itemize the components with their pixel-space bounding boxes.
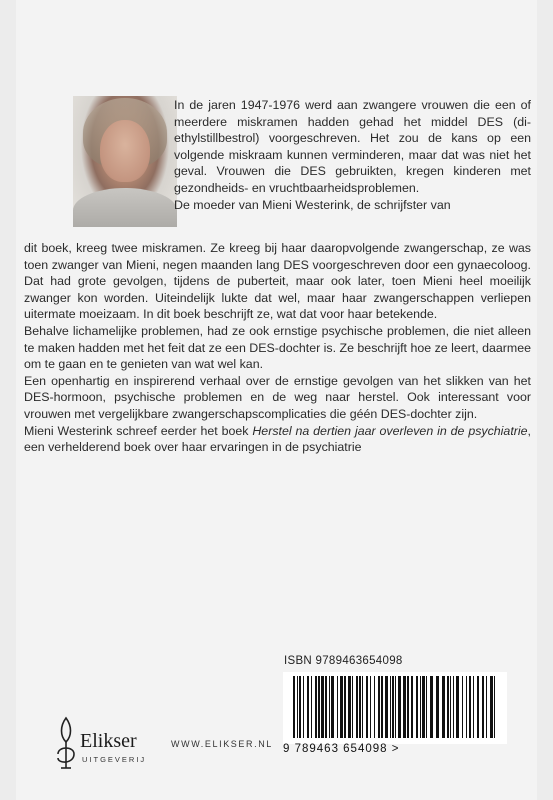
barcode-bar <box>352 676 353 738</box>
isbn-label: ISBN 9789463654098 <box>284 655 403 667</box>
barcode-digits: 9 789463 654098 > <box>283 743 400 755</box>
barcode-bar <box>297 676 298 738</box>
barcode-bar <box>447 676 449 738</box>
barcode-bar <box>331 676 334 738</box>
barcode-bar <box>392 676 394 738</box>
barcode-bar <box>362 676 363 738</box>
barcode-bar <box>453 676 454 738</box>
barcode-bar <box>381 676 383 738</box>
barcode-bar <box>337 676 338 738</box>
photo-face <box>100 120 150 182</box>
barcode-bar <box>416 676 418 738</box>
quill-icon <box>52 716 80 774</box>
barcode-bar <box>426 676 427 738</box>
barcode-bar <box>378 676 380 738</box>
blurb-paragraph-5 <box>24 423 531 456</box>
barcode-bar <box>482 676 484 738</box>
barcode-bar <box>344 676 346 738</box>
barcode-bar <box>407 676 409 738</box>
barcode-bar <box>311 676 312 738</box>
barcode-bar <box>303 676 304 738</box>
barcode-bar <box>329 676 330 738</box>
barcode-bar <box>315 676 317 738</box>
barcode-bar <box>356 676 358 738</box>
barcode-bar <box>466 676 467 738</box>
barcode-bar <box>321 676 324 738</box>
p5-before: Mieni Westerink schreef eerder het boek <box>24 423 253 438</box>
book-title: Herstel na dertien jaar overleven in de psychiatrie <box>252 423 528 438</box>
barcode-bar <box>293 676 295 738</box>
barcode-bar <box>442 676 445 738</box>
barcode-bar <box>450 676 451 738</box>
barcode-bar <box>385 676 388 738</box>
publisher-website: WWW.ELIKSER.NL <box>171 739 273 749</box>
barcode-bar <box>325 676 327 738</box>
blurb-full-width <box>24 240 531 456</box>
barcode-bar <box>422 676 425 738</box>
barcode-bar <box>398 676 401 738</box>
p5-after: , een verhelderend boek over haar ervaringen in de psychiatrie <box>24 423 531 455</box>
barcode-bar <box>430 676 433 738</box>
blurb-paragraph-2-start: De moeder van Mieni Westerink, de schrijfster van <box>174 197 451 212</box>
author-photo <box>73 96 177 227</box>
publisher-logo <box>52 716 162 776</box>
barcode-bar <box>318 676 320 738</box>
barcode-bar <box>307 676 309 738</box>
photo-shoulders <box>73 188 177 227</box>
blurb-paragraph-2-rest: dit boek, kreeg twee miskramen. Ze kreeg bij haar daaropvolgende zwangerschap, ze was toen zwanger van Mieni, negen maanden lang DES voorgeschreven door een gynaecoloog. Dat had grote gevolgen, tijdens de puberteit, maar ook later, toen Mieni heel moeilijk zwanger kon worden. Uiteindelijk lukte dat wel, maar haar zwangerschappen verliepen uitermate moeizaam. In dit boek beschrijft ze, wat dat voor haar betekende. <box>24 241 531 322</box>
barcode-bar <box>366 676 368 738</box>
barcode-bar <box>473 676 474 738</box>
blurb-paragraph-3: Behalve lichamelijke problemen, had ze ook ernstige psychische problemen, die niet alleen te maken hadden met het feit dat ze een DES-dochter is. Ze beschrijft hoe ze leert, daarmee om te gaan en te genieten van wat wel kan. <box>24 323 531 372</box>
barcode-bars <box>283 672 507 744</box>
barcode-bar <box>436 676 439 738</box>
barcode-bar <box>494 676 495 738</box>
blurb-paragraph-4: Een openhartig en inspirerend verhaal over de ernstige gevolgen van het slikken van het DES-hormoon, psychische problemen en de weg naar herstel. Ook interessant voor vrouwen met vergelijkbare zwangerschapscomplicaties die géén DES-dochter zijn. <box>24 373 531 421</box>
barcode-bar <box>490 676 493 738</box>
publisher-sub: UITGEVERIJ <box>82 755 147 764</box>
barcode-bar <box>359 676 361 738</box>
barcode-bar <box>486 676 487 738</box>
barcode-bar <box>348 676 351 738</box>
barcode-bar <box>299 676 301 738</box>
barcode-bar <box>370 676 371 738</box>
blurb-paragraph-1: In de jaren 1947-1976 werd aan zwangere vrouwen die een of meerdere miskramen hadden gehad het middel DES (di-ethylstillbestrol) voorgeschreven. Het zou de kans op een volgende miskraam kunnen verminderen, maar dat was niet het geval. Vrouwen die DES gebruikten, kregen kinderen met gezondheids- en vruchtbaarheidsproblemen. <box>174 98 531 195</box>
barcode-bar <box>340 676 343 738</box>
barcode-bar <box>395 676 396 738</box>
barcode-bar <box>477 676 479 738</box>
barcode-bar <box>469 676 471 738</box>
blurb-top <box>174 97 531 213</box>
barcode-bar <box>390 676 391 738</box>
barcode-bar <box>403 676 406 738</box>
barcode-bar <box>462 676 463 738</box>
barcode <box>283 672 507 744</box>
publisher-name: Elikser <box>80 730 137 752</box>
barcode-bar <box>411 676 413 738</box>
barcode-bar <box>420 676 421 738</box>
barcode-bar <box>456 676 459 738</box>
barcode-bar <box>374 676 375 738</box>
